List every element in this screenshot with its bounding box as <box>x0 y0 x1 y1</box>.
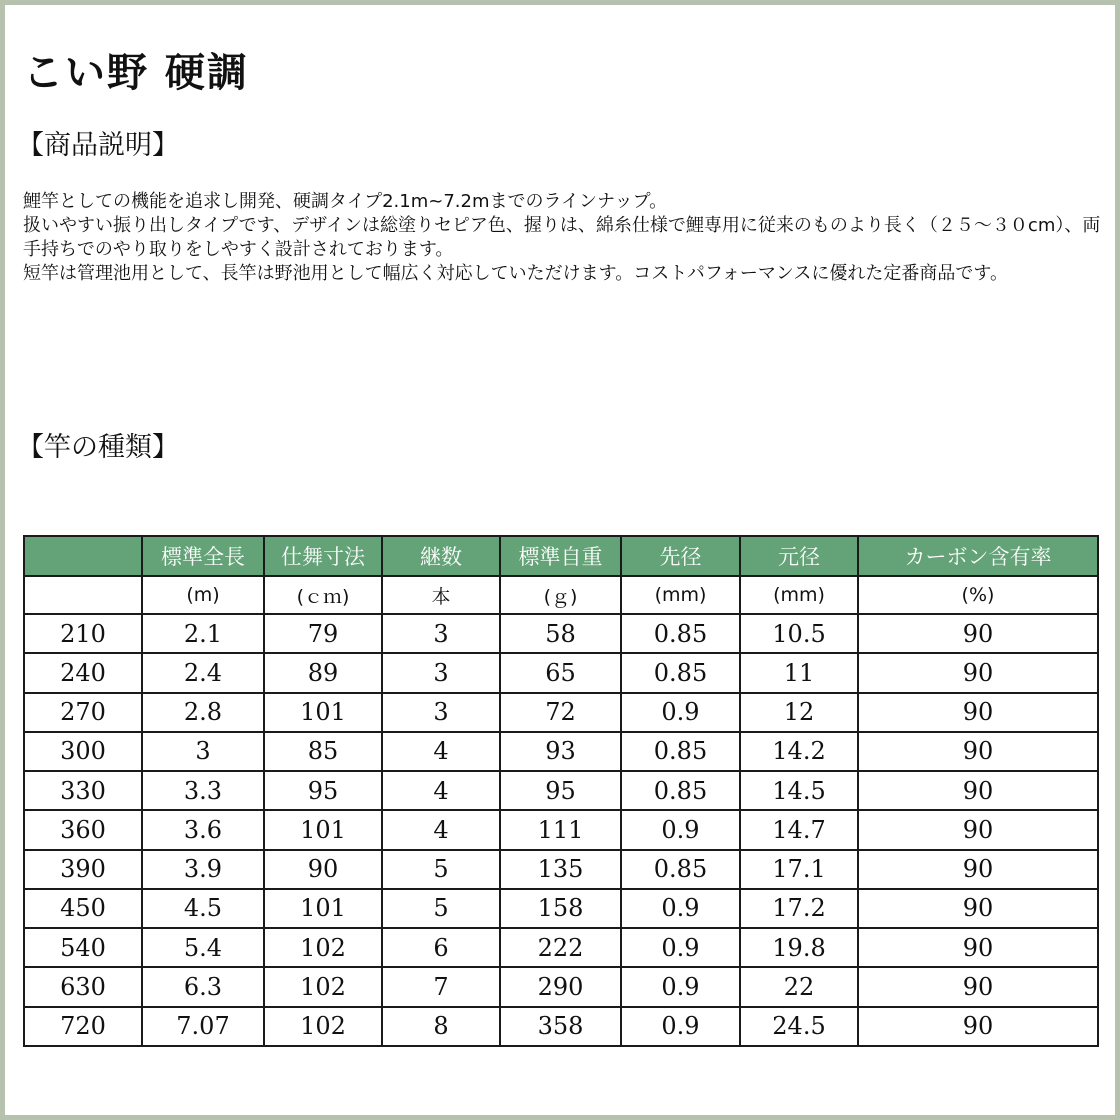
table-cell: 300 <box>24 732 142 771</box>
table-cell: 90 <box>858 850 1098 889</box>
unit-cell: (ｃｍ) <box>264 576 382 614</box>
table-row <box>24 614 1098 653</box>
unit-cell: (m) <box>142 576 264 614</box>
table-row <box>24 653 1098 692</box>
table-cell: 6 <box>382 928 500 967</box>
table-cell: 2.8 <box>142 693 264 732</box>
column-header: 元径 <box>740 536 858 576</box>
table-cell: 0.9 <box>621 693 740 732</box>
table-cell: 3.3 <box>142 771 264 810</box>
column-header: 仕舞寸法 <box>264 536 382 576</box>
unit-cell: 本 <box>382 576 500 614</box>
table-row <box>24 771 1098 810</box>
column-header <box>24 536 142 576</box>
table-cell: 93 <box>500 732 621 771</box>
rod-spec-table <box>23 535 1099 1047</box>
table-cell: 72 <box>500 693 621 732</box>
table-cell: 0.9 <box>621 967 740 1006</box>
table-cell: 90 <box>858 810 1098 849</box>
table-cell: 101 <box>264 889 382 928</box>
unit-row <box>24 576 1098 614</box>
table-cell: 90 <box>858 732 1098 771</box>
table-cell: 5 <box>382 889 500 928</box>
table-cell: 360 <box>24 810 142 849</box>
table-cell: 540 <box>24 928 142 967</box>
table-cell: 4 <box>382 732 500 771</box>
table-cell: 4.5 <box>142 889 264 928</box>
description-line: 扱いやすい振り出しタイプです、デザインは総塗りセピア色、握りは、綿糸仕様で鯉専用に従来のものより長く（２５～３０cm）、両手持ちでのやり取りをしやすく設計されております。 <box>23 215 1101 260</box>
table-cell: 90 <box>858 614 1098 653</box>
table-cell: 0.9 <box>621 810 740 849</box>
table-cell: 101 <box>264 810 382 849</box>
table-cell: 102 <box>264 967 382 1006</box>
table-cell: 0.9 <box>621 1007 740 1046</box>
table-cell: 222 <box>500 928 621 967</box>
table-cell: 90 <box>858 771 1098 810</box>
table-cell: 330 <box>24 771 142 810</box>
table-row <box>24 1007 1098 1046</box>
table-cell: 7 <box>382 967 500 1006</box>
table-cell: 14.7 <box>740 810 858 849</box>
table-cell: 240 <box>24 653 142 692</box>
table-cell: 3.6 <box>142 810 264 849</box>
unit-cell: (mm) <box>621 576 740 614</box>
unit-cell: (mm) <box>740 576 858 614</box>
table-row <box>24 810 1098 849</box>
description-line: 短竿は管理池用として、長竿は野池用として幅広く対応していただけます。コストパフォーマンスに優れた定番商品です。 <box>23 263 1008 284</box>
table-cell: 90 <box>858 1007 1098 1046</box>
product-title: こい野 硬調 <box>23 49 249 96</box>
column-header: カーボン含有率 <box>858 536 1098 576</box>
table-cell: 95 <box>264 771 382 810</box>
product-description <box>23 190 1113 286</box>
table-cell: 14.5 <box>740 771 858 810</box>
table-cell: 79 <box>264 614 382 653</box>
unit-cell: (ｇ) <box>500 576 621 614</box>
table-cell: 5 <box>382 850 500 889</box>
table-cell: 95 <box>500 771 621 810</box>
table-cell: 14.2 <box>740 732 858 771</box>
table-cell: 65 <box>500 653 621 692</box>
table-row <box>24 850 1098 889</box>
table-row <box>24 928 1098 967</box>
table-cell: 358 <box>500 1007 621 1046</box>
table-cell: 90 <box>858 889 1098 928</box>
table-cell: 4 <box>382 771 500 810</box>
table-cell: 102 <box>264 1007 382 1046</box>
table-cell: 210 <box>24 614 142 653</box>
table-cell: 450 <box>24 889 142 928</box>
table-cell: 6.3 <box>142 967 264 1006</box>
table-cell: 720 <box>24 1007 142 1046</box>
column-header: 標準全長 <box>142 536 264 576</box>
table-cell: 17.2 <box>740 889 858 928</box>
table-cell: 90 <box>858 967 1098 1006</box>
table-row <box>24 967 1098 1006</box>
rod-types-heading: 【竿の種類】 <box>17 432 179 463</box>
table-cell: 101 <box>264 693 382 732</box>
table-cell: 58 <box>500 614 621 653</box>
table-cell: 90 <box>858 653 1098 692</box>
description-heading: 【商品説明】 <box>17 130 179 161</box>
table-cell: 90 <box>858 693 1098 732</box>
column-header: 先径 <box>621 536 740 576</box>
table-row <box>24 693 1098 732</box>
table-cell: 2.1 <box>142 614 264 653</box>
table-cell: 12 <box>740 693 858 732</box>
table-row <box>24 889 1098 928</box>
table-row <box>24 732 1098 771</box>
column-header-row <box>24 536 1098 576</box>
column-header: 標準自重 <box>500 536 621 576</box>
table-cell: 22 <box>740 967 858 1006</box>
table-cell: 270 <box>24 693 142 732</box>
table-cell: 10.5 <box>740 614 858 653</box>
table-cell: 0.85 <box>621 771 740 810</box>
table-cell: 0.9 <box>621 928 740 967</box>
description-line: 鯉竿としての機能を追求し開発、硬調タイプ2.1m~7.2mまでのラインナップ。 <box>23 191 668 212</box>
column-header: 継数 <box>382 536 500 576</box>
table-cell: 290 <box>500 967 621 1006</box>
table-cell: 11 <box>740 653 858 692</box>
table-cell: 2.4 <box>142 653 264 692</box>
table-cell: 24.5 <box>740 1007 858 1046</box>
table-cell: 7.07 <box>142 1007 264 1046</box>
table-cell: 5.4 <box>142 928 264 967</box>
table-cell: 630 <box>24 967 142 1006</box>
table-cell: 89 <box>264 653 382 692</box>
table-cell: 135 <box>500 850 621 889</box>
table-cell: 8 <box>382 1007 500 1046</box>
table-cell: 3 <box>382 693 500 732</box>
table-cell: 3.9 <box>142 850 264 889</box>
table-cell: 0.85 <box>621 732 740 771</box>
table-cell: 102 <box>264 928 382 967</box>
table-cell: 0.85 <box>621 850 740 889</box>
table-cell: 3 <box>142 732 264 771</box>
spec-table-body <box>24 614 1098 1046</box>
table-cell: 111 <box>500 810 621 849</box>
table-cell: 0.9 <box>621 889 740 928</box>
table-cell: 3 <box>382 653 500 692</box>
table-cell: 3 <box>382 614 500 653</box>
table-cell: 85 <box>264 732 382 771</box>
table-cell: 0.85 <box>621 614 740 653</box>
table-cell: 4 <box>382 810 500 849</box>
table-cell: 158 <box>500 889 621 928</box>
table-cell: 90 <box>858 928 1098 967</box>
unit-cell <box>24 576 142 614</box>
table-cell: 19.8 <box>740 928 858 967</box>
table-cell: 17.1 <box>740 850 858 889</box>
unit-cell: (%) <box>858 576 1098 614</box>
table-cell: 90 <box>264 850 382 889</box>
table-cell: 390 <box>24 850 142 889</box>
table-cell: 0.85 <box>621 653 740 692</box>
